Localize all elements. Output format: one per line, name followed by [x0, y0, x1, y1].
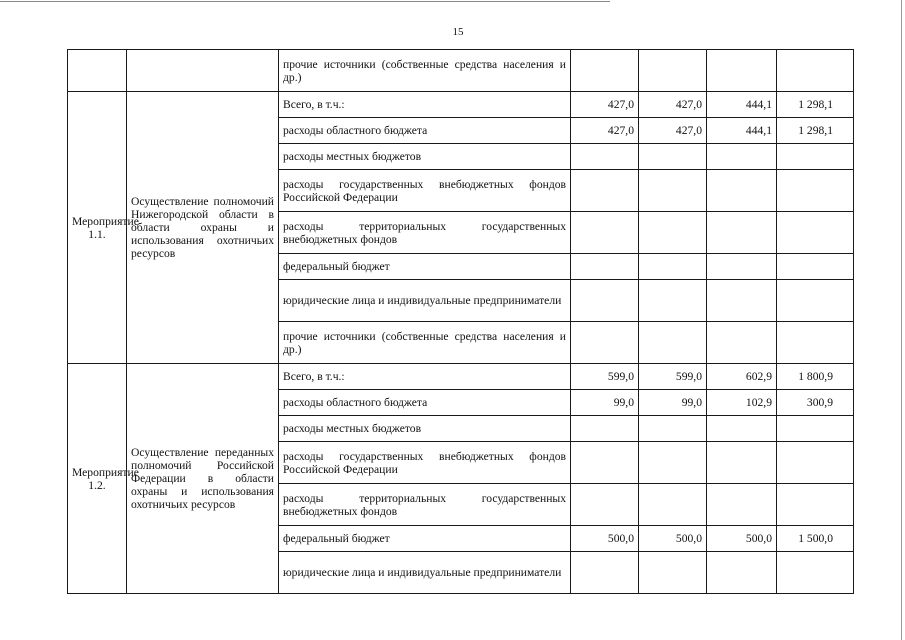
value-cell: 599,0 [571, 364, 639, 390]
value-cell [707, 212, 777, 254]
value-cell [639, 416, 707, 442]
value-cell [707, 50, 777, 92]
value-cell [639, 50, 707, 92]
value-cell [707, 170, 777, 212]
value-cell [571, 322, 639, 364]
source-cell: расходы территориальных государственных внебюджетных фондов [279, 212, 571, 254]
value-cell [639, 322, 707, 364]
value-cell: 102,9 [707, 390, 777, 416]
source-cell: расходы местных бюджетов [279, 416, 571, 442]
source-cell: Всего, в т.ч.: [279, 92, 571, 118]
value-cell: 1 298,1 [777, 92, 854, 118]
value-cell [571, 212, 639, 254]
value-cell [777, 442, 854, 484]
value-cell [639, 212, 707, 254]
value-cell: 444,1 [707, 118, 777, 144]
source-cell: расходы территориальных государственных внебюджетных фондов [279, 484, 571, 526]
source-cell: расходы государственных внебюджетных фондов Российской Федерации [279, 170, 571, 212]
value-cell [707, 144, 777, 170]
measure-name-cell: Осуществление полномочий Нижегородской области в области охраны и использования охотничьих ресурсов [127, 92, 279, 364]
value-cell: 1 800,9 [777, 364, 854, 390]
value-cell: 444,1 [707, 92, 777, 118]
source-cell: юридические лица и индивидуальные предприниматели [279, 280, 571, 322]
value-cell [571, 484, 639, 526]
source-cell: прочие источники (собственные средства населения и др.) [279, 50, 571, 92]
value-cell [639, 552, 707, 594]
value-cell: 99,0 [571, 390, 639, 416]
source-cell: федеральный бюджет [279, 526, 571, 552]
measure-name-cell [127, 50, 279, 92]
value-cell: 1 298,1 [777, 118, 854, 144]
source-cell: юридические лица и индивидуальные предприниматели [279, 552, 571, 594]
value-cell [639, 144, 707, 170]
scan-edge-line [0, 1, 610, 2]
value-cell: 500,0 [639, 526, 707, 552]
value-cell: 99,0 [639, 390, 707, 416]
scan-edge-line [901, 0, 902, 640]
value-cell [777, 170, 854, 212]
value-cell [777, 416, 854, 442]
value-cell [707, 322, 777, 364]
value-cell [777, 212, 854, 254]
value-cell [777, 552, 854, 594]
value-cell: 427,0 [639, 118, 707, 144]
value-cell [777, 50, 854, 92]
value-cell [707, 552, 777, 594]
source-cell: прочие источники (собственные средства населения и др.) [279, 322, 571, 364]
value-cell [571, 280, 639, 322]
value-cell [777, 144, 854, 170]
value-cell [639, 280, 707, 322]
value-cell [571, 416, 639, 442]
source-cell: расходы государственных внебюджетных фондов Российской Федерации [279, 442, 571, 484]
source-cell: расходы областного бюджета [279, 118, 571, 144]
measure-code-cell: Мероприятие 1.2. [68, 364, 127, 594]
table-row [68, 364, 854, 390]
value-cell [707, 484, 777, 526]
measure-code-cell: Мероприятие 1.1. [68, 92, 127, 364]
value-cell: 599,0 [639, 364, 707, 390]
value-cell [639, 170, 707, 212]
value-cell [777, 254, 854, 280]
value-cell: 427,0 [571, 118, 639, 144]
value-cell: 602,9 [707, 364, 777, 390]
value-cell [639, 442, 707, 484]
value-cell [639, 484, 707, 526]
value-cell: 500,0 [571, 526, 639, 552]
source-cell: расходы областного бюджета [279, 390, 571, 416]
value-cell [707, 280, 777, 322]
value-cell: 1 500,0 [777, 526, 854, 552]
value-cell: 500,0 [707, 526, 777, 552]
value-cell: 300,9 [777, 390, 854, 416]
source-cell: Всего, в т.ч.: [279, 364, 571, 390]
value-cell [571, 50, 639, 92]
value-cell [707, 416, 777, 442]
value-cell [571, 254, 639, 280]
value-cell [707, 442, 777, 484]
table-row [68, 50, 854, 92]
source-cell: федеральный бюджет [279, 254, 571, 280]
value-cell [571, 442, 639, 484]
value-cell: 427,0 [639, 92, 707, 118]
value-cell [571, 144, 639, 170]
value-cell [571, 170, 639, 212]
source-cell: расходы местных бюджетов [279, 144, 571, 170]
page-number: 15 [452, 26, 464, 38]
value-cell [639, 254, 707, 280]
value-cell [571, 552, 639, 594]
value-cell: 427,0 [571, 92, 639, 118]
value-cell [707, 254, 777, 280]
value-cell [777, 322, 854, 364]
financing-table [67, 49, 854, 594]
value-cell [777, 484, 854, 526]
table-row [68, 92, 854, 118]
measure-code-cell [68, 50, 127, 92]
value-cell [777, 280, 854, 322]
measure-name-cell: Осуществление переданных полномочий Российской Федерации в области охраны и использования охотничьих ресурсов [127, 364, 279, 594]
